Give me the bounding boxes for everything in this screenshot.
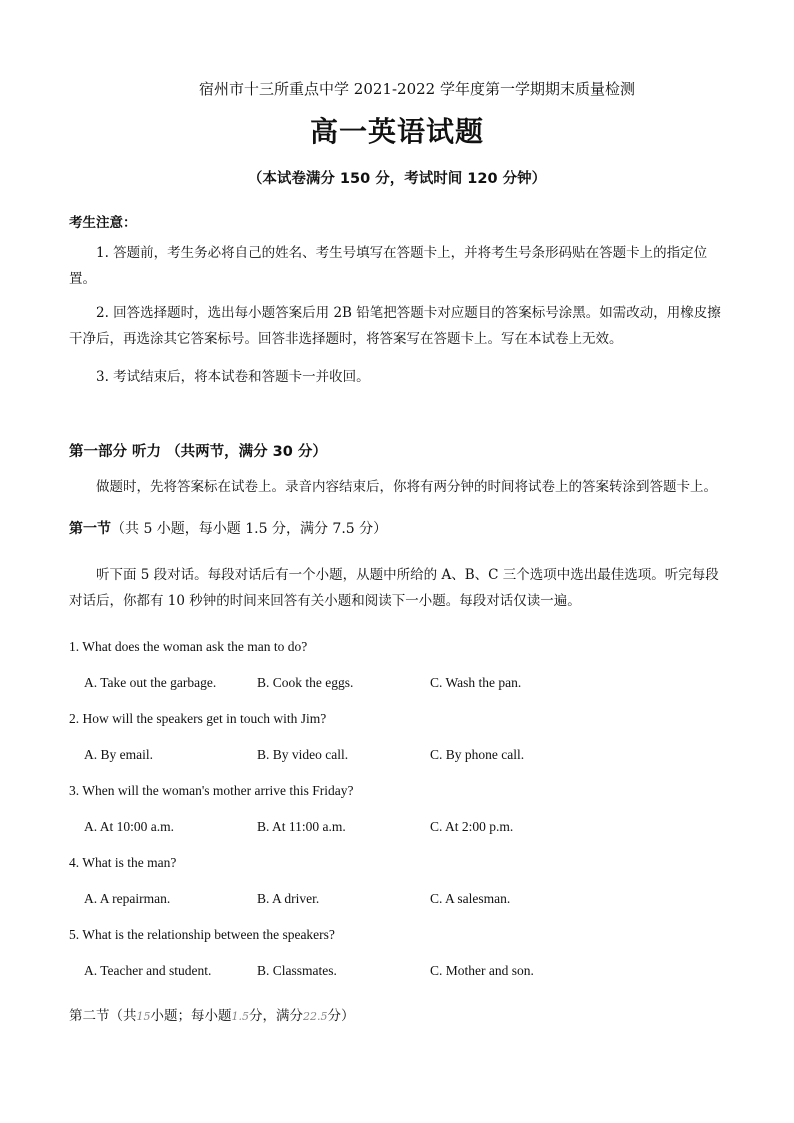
notice-item-1: 1. 答题前，考生务必将自己的姓名、考生号填写在答题卡上，并将考生号条形码贴在答题卡上的指定位置。 xyxy=(69,245,708,287)
section1-title xyxy=(69,518,387,538)
question-2: 2. How will the speakers get in touch with Jim? xyxy=(69,711,327,726)
question-3: 3. When will the woman's mother arrive this Friday? xyxy=(69,783,354,798)
q5-option-b: B. Classmates. xyxy=(257,963,337,978)
q1-option-b: B. Cook the eggs. xyxy=(257,675,354,690)
part1-intro: 做题时，先将答案标在试卷上。录音内容结束后，你将有两分钟的时间将试卷上的答案转涂到答题卡上。 xyxy=(96,479,717,495)
section1-info: （共 5 小题，每小题 1.5 分，满分 7.5 分） xyxy=(111,521,388,537)
notice-item-3: 3. 考试结束后，将本试卷和答题卡一并收回。 xyxy=(96,369,370,385)
q1-option-c: C. Wash the pan. xyxy=(430,675,522,690)
notice-label: 考生注意： xyxy=(69,215,137,231)
q1-option-a: A. Take out the garbage. xyxy=(84,675,217,690)
exam-header: 宿州市十三所重点中学 2021-2022 学年度第一学期期末质量检测 xyxy=(199,80,635,98)
section2-text-4: 分） xyxy=(327,1008,355,1024)
part1-title: 第一部分 听力 （共两节，满分 30 分） xyxy=(69,444,327,460)
q4-option-b: B. A driver. xyxy=(257,891,320,906)
section2-points-each: 1.5 xyxy=(231,1010,249,1023)
section2-text-3: 分，满分 xyxy=(249,1008,303,1024)
section2-points-total: 22.5 xyxy=(303,1010,328,1023)
q4-option-c: C. A salesman. xyxy=(430,891,511,906)
exam-title: 高一英语试题 xyxy=(309,115,484,148)
q2-option-c: C. By phone call. xyxy=(430,747,525,762)
section2-count: 15 xyxy=(136,1010,151,1023)
section1-label: 第一节 xyxy=(69,521,111,537)
q4-option-a: A. A repairman. xyxy=(84,891,171,906)
q2-option-b: B. By video call. xyxy=(257,747,349,762)
question-4: 4. What is the man? xyxy=(69,855,177,870)
section2-text-2: 小题；每小题 xyxy=(150,1008,232,1024)
q3-option-b: B. At 11:00 a.m. xyxy=(257,819,346,834)
section2-title xyxy=(69,1004,355,1024)
q5-option-c: C. Mother and son. xyxy=(430,963,534,978)
question-5: 5. What is the relationship between the speakers? xyxy=(69,927,335,942)
exam-subtitle: （本试卷满分 150 分，考试时间 120 分钟） xyxy=(247,171,547,187)
section2-text-1: 第二节（共 xyxy=(69,1008,137,1024)
notice-item-2: 2. 回答选择题时，选出每小题答案后用 2B 铅笔把答题卡对应题目的答案标号涂黑。如需改动，用橡皮擦干净后，再选涂其它答案标号。回答非选择题时，将答案写在答题卡上。写在本试卷上无效。 xyxy=(69,305,721,347)
section1-instructions: 听下面 5 段对话。每段对话后有一个小题，从题中所给的 A、B、C 三个选项中选出最佳选项。听完每段对话后，你都有 10 秒钟的时间来回答有关小题和阅读下一小题。每段对话仅读一遍。 xyxy=(69,567,719,609)
q5-option-a: A. Teacher and student. xyxy=(84,963,212,978)
q2-option-a: A. By email. xyxy=(84,747,153,762)
question-1: 1. What does the woman ask the man to do? xyxy=(69,639,308,654)
q3-option-c: C. At 2:00 p.m. xyxy=(430,819,514,834)
q3-option-a: A. At 10:00 a.m. xyxy=(84,819,174,834)
